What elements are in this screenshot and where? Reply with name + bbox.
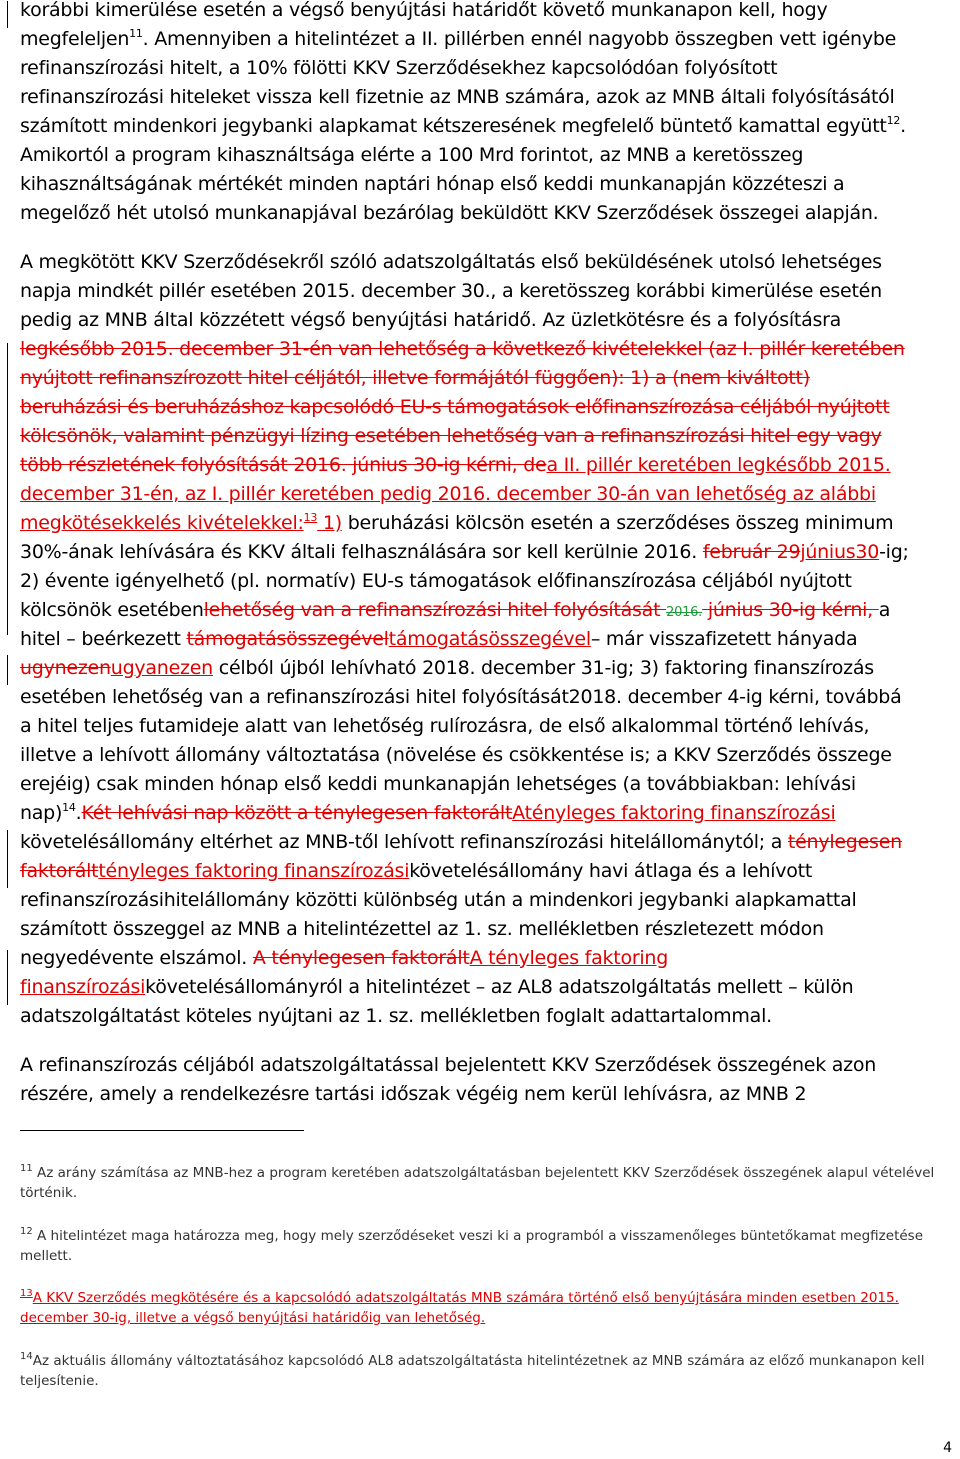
deleted-text: támogatásösszegével <box>186 628 389 650</box>
body-line: 2) évente igényelhető (pl. normatív) EU-s támogatások előfinanszírozása céljából nyújtott <box>20 570 852 592</box>
deleted-text: 2016. <box>666 605 703 620</box>
body-line: pedig az MNB által közzétett végső benyújtási határidő. Az üzletkötésre és a folyósításra <box>20 309 842 331</box>
footnote-ref[interactable]: 14 <box>62 801 76 814</box>
body-line: 30%-ának lehívására és KKV általi felhasználására sor kell kerülnie 2016. február 29június30-ig; <box>20 541 909 563</box>
change-bar <box>7 1 8 28</box>
deleted-text: A ténylegesen faktorált <box>252 947 470 969</box>
footnote-separator <box>20 1130 304 1131</box>
body-line: nap)$^{14}$.Két lehívási nap között a ténylegesen faktoráltAtényleges faktoring finanszírozási <box>20 801 836 824</box>
body-line: finanszírozásikövetelésállományról a hitelintézet – az AL8 adatszolgáltatás mellett – külön <box>20 976 854 998</box>
body-line: ugynezenugyanezen célból újból lehívható 2018. december 31-ig; 3) faktoring finanszírozás <box>20 657 874 679</box>
inserted-text: támogatásösszegével <box>388 628 591 650</box>
body-line: részére, amely a rendelkezésre tartási időszak végéig nem kerül lehívásra, az MNB 2 <box>20 1083 807 1105</box>
body-line: refinanszírozási hiteleket vissza kell fizetnie az MNB számára, azok az MNB általi folyósításától <box>20 86 895 108</box>
deleted-text: legkésőbb 2015. december 31-én van lehetőség a következő kivételekkel (az I. pillér keretében <box>20 338 905 360</box>
deleted-text: ugynezen <box>20 657 111 679</box>
body-line: illetve a lehívott állomány változtatása (növelése és csökkentése is; a KKV Szerződés összege <box>20 744 892 766</box>
inserted-text: ugyanezen <box>110 657 213 679</box>
body-line: számított összeggel az MNB a hitelintézettel az 1. sz. mellékletben részletezett módon <box>20 918 824 940</box>
body-line: negyedévente elszámol. A ténylegesen faktoráltA tényleges faktoring <box>20 947 669 969</box>
body-line: esetében lehetőség van a refinanszírozási hitel folyósítását2018. december 4-ig kérni, továbbá <box>20 686 902 708</box>
body-line: a hitel teljes futamideje alatt van lehetőség rulírozásra, de első alkalommal történő lehívás, <box>20 715 870 737</box>
deleted-text: beruházási és beruházáshoz kapcsolódó EU-s támogatások előfinanszírozása céljából nyújtott <box>20 396 890 418</box>
body-line <box>20 365 810 392</box>
footnote: $^{11}$ Az arány számítása az MNB-hez a program keretében adatszolgáltatásban bejelentett KKV Szerződések összegének alapul vételével történik. <box>20 1163 935 1201</box>
inserted-text: június30 <box>800 541 880 563</box>
footnote: $^{12}$ A hitelintézet maga határozza meg, hogy mely szerződéseket veszi ki a programból a visszamenőleges büntetőkamat megfizetése mellett. <box>20 1226 924 1264</box>
deleted-text: február 29 <box>702 541 801 563</box>
body-line: hitel – beérkezett támogatásösszegéveltámogatásösszegével– már visszafizetett hányada <box>20 628 858 650</box>
deleted-text: faktorált <box>20 860 99 882</box>
change-bar <box>7 343 8 635</box>
deleted-text: több részletének folyósítását 2016. június 30-ig kérni, de <box>20 454 547 476</box>
inserted-text: tényleges faktoring finanszírozási <box>98 860 410 882</box>
deleted-text: kölcsönök, valamint pénzügyi lízing esetében lehetőség van a refinanszírozási hitel egy vagy <box>20 425 882 447</box>
body-line: adatszolgáltatást köteles nyújtani az 1. sz. mellékletben foglalt adattartalommal. <box>20 1005 772 1027</box>
body-line: számított mindenkori jegybanki alapkamat kétszeresének megfelelő büntető kamattal együtt$^{12}$. <box>20 114 906 137</box>
body-line <box>20 394 890 421</box>
deleted-text: nyújtott refinanszírozott hitel céljától, illetve formájától függően): 1) a (nem kiváltott) <box>20 367 810 389</box>
deleted-text: ténylegesen <box>787 831 902 853</box>
change-bar <box>7 830 8 888</box>
body-line <box>20 452 891 479</box>
deleted-text: június 30-ig kérni, <box>702 599 879 621</box>
body-line: megfeleljen$^{11}$. Amennyiben a hitelintézet a II. pillérben ennél nagyobb összegben vett igénybe <box>20 27 897 50</box>
inserted-text: a II. pillér keretében legkésőbb 2015. <box>546 454 891 476</box>
inserted-text: december 31-én, az I. pillér keretében pedig 2016. december 30-án van lehetőség az alábbi <box>20 483 876 505</box>
inserted-text: Atényleges faktoring finanszírozási <box>512 802 836 824</box>
body-line: kihasználtságának mértékét minden naptári hónap első keddi munkanapján közzéteszi a <box>20 173 845 195</box>
body-line <box>20 336 905 363</box>
deleted-text: Két lehívási nap között a ténylegesen faktorált <box>81 802 513 824</box>
body-line: megkötésekkelés kivételekkel:$^{13}$ 1) beruházási kölcsön esetén a szerződéses összeg minimum <box>20 511 894 534</box>
footnote-ref[interactable]: 12 <box>886 114 901 127</box>
footnote-ref[interactable]: 13 <box>303 511 318 524</box>
body-line: kölcsönök esetébenlehetőség van a refinanszírozási hitel folyósítását 2016. június 30-ig kérni, a <box>20 599 891 621</box>
inserted-text: A tényleges faktoring <box>469 947 669 969</box>
body-line <box>20 481 876 508</box>
body-line: követelésállomány eltérhet az MNB-től lehívott refinanszírozási hitelállománytól; a ténylegesen <box>20 831 902 853</box>
body-line: A megkötött KKV Szerződésekről szóló adatszolgáltatás első beküldésének utolsó lehetséges <box>20 251 882 273</box>
body-line: refinanszírozási hitelt, a 10% fölötti KKV Szerződésekhez kapcsolódóan folyósított <box>20 57 778 79</box>
body-line: Amikortól a program kihasználtsága elérte a 100 Mrd forintot, az MNB a keretösszeg <box>20 144 804 166</box>
footnote: $^{14}$Az aktuális állomány változtatásához kapcsolódó AL8 adatszolgáltatásta hitelintézetnek az MNB számára az előző munkanapon kell teljesítenie. <box>20 1351 925 1389</box>
inserted-text: finanszírozási <box>20 976 146 998</box>
deleted-text: lehetőség van a refinanszírozási hitel folyósítását <box>203 599 667 621</box>
footnote-ref[interactable]: 11 <box>129 27 143 40</box>
body-line: napja mindkét pillér esetében 2015. december 30., a keretösszeg korábbi kimerülése esetén <box>20 280 882 302</box>
change-bar <box>7 655 8 685</box>
footnote: $^{13}$A KKV Szerződés megkötésére és a kapcsolódó adatszolgáltatás MNB számára történő első benyújtására minden esetben 2015. december 30-ig, illetve a végső benyújtási határidőig van lehetőség. <box>20 1288 899 1326</box>
body-line: faktorálttényleges faktoring finanszírozásikövetelésállomány havi átlaga és a lehívott <box>20 860 813 882</box>
body-line: refinanszírozásihitelállomány közötti különbség után a mindenkori jegybanki alapkamattal <box>20 889 857 911</box>
body-line: A refinanszírozás céljából adatszolgáltatással bejelentett KKV Szerződések összegének azon <box>20 1054 877 1076</box>
body-line: korábbi kimerülése esetén a végső benyújtási határidőt követő munkanapon kell, hogy <box>20 0 828 21</box>
inserted-text: 1) <box>317 512 342 534</box>
change-bar <box>7 950 8 1005</box>
body-line: erejéig) csak minden hónap első keddi munkanapján lehetséges (a továbbiakban: lehívási <box>20 773 856 795</box>
body-line: megelőző hét utolsó munkanapjával bezárólag beküldött KKV Szerződések összegei alapján. <box>20 202 879 224</box>
body-line <box>20 423 882 450</box>
page-number: 4 <box>943 1440 952 1456</box>
inserted-text: megkötésekkelés kivételekkel: <box>20 512 304 534</box>
